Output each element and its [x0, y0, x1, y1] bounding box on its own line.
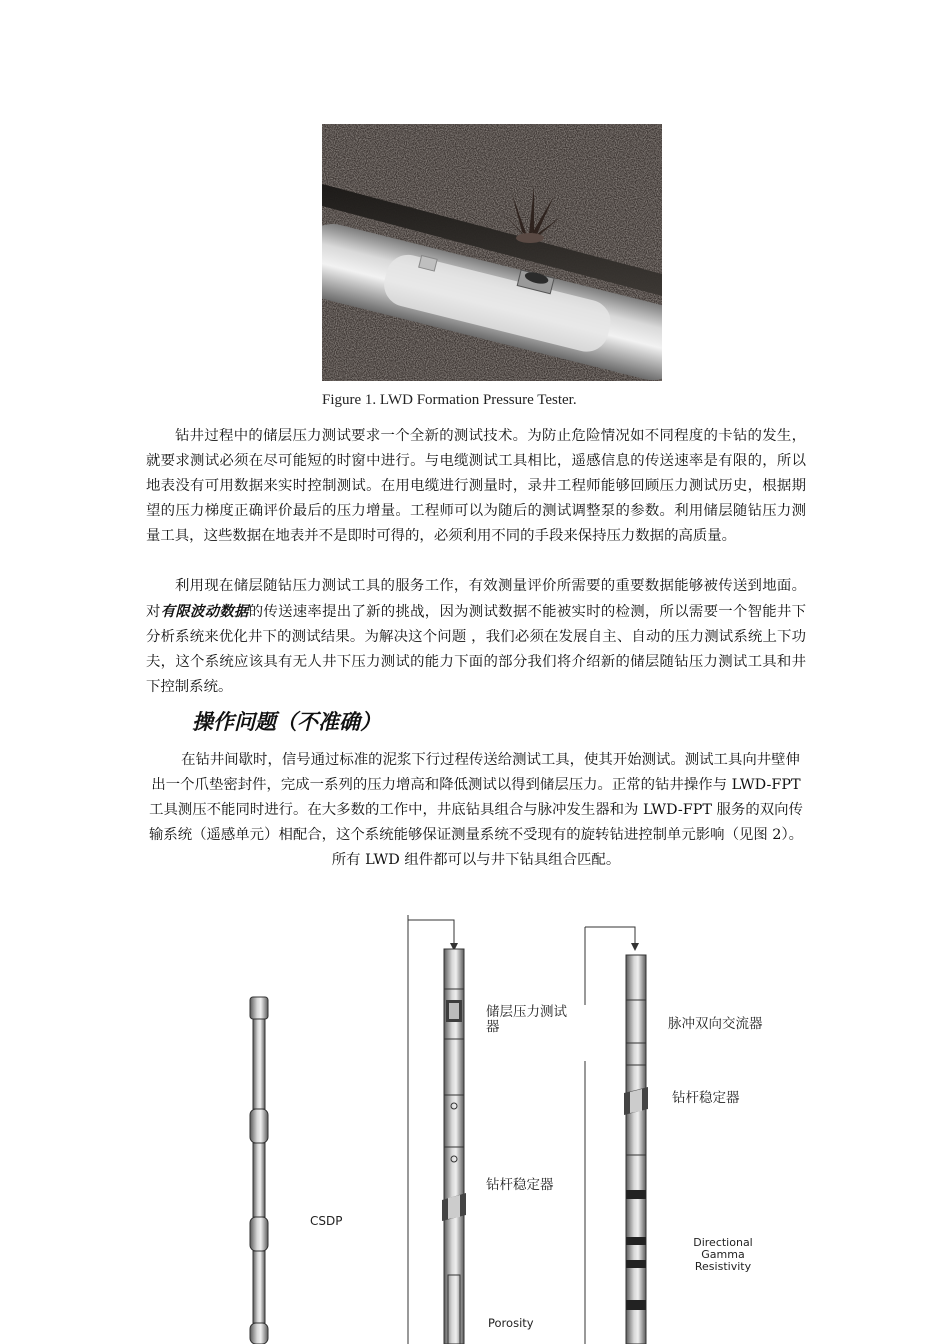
right-tool-string — [624, 955, 648, 1344]
paragraph-2-text-b: 的传送速率提出了新的挑战，因为测试数据不能被实时的检测，所以需要一个智能井下分析系统来优化井下的测试结果。为解决这个问题 ，我们必须在发展自主、自动的压力测试系统上下功夫，这个系统应该具有无人井下压力测试的能力下面的部分我们将介绍新的储层随钻压力测试工具和井下控制系统。 — [146, 604, 806, 695]
csdp-pipe — [250, 997, 268, 1344]
section-heading: 操作问题（不准确） — [192, 709, 381, 734]
figure1-image — [322, 124, 662, 381]
label-stabilizer-1: 钻杆稳定器 — [486, 1177, 554, 1193]
figure2-diagram — [220, 915, 840, 1344]
figure1-caption: Figure 1. LWD Formation Pressure Tester. — [322, 392, 577, 408]
paragraph-2-text-a: 利用现在储层随钻压力测试工具的服务工作，有效测量评价所需要的重要数据能够被传送到地面。对 — [146, 578, 806, 620]
label-porosity: Porosity — [488, 1316, 534, 1330]
paragraph-1: 钻井过程中的储层压力测试要求一个全新的测试技术。为防止危险情况如不同程度的卡钻的发生，就要求测试必须在尽可能短的时窗中进行。与电缆测试工具相比，遥感信息的传送速率是有限的，所以地表没有可用数据来实时控制测试。在用电缆进行测量时，录井工程师能够回顾压力测试历史，根据期望的压力梯度正确评价最后的压力增量。工程师可以为随后的测试调整泵的参数。利用储层随钻压力测量工具，这些数据在地表并不是即时可得的，必须利用不同的手段来保持压力数据的高质量。 — [146, 428, 806, 544]
middle-tool-string — [442, 949, 466, 1344]
label-fpt-line1: 储层压力测试 — [486, 1004, 567, 1020]
label-csdp: CSDP — [310, 1214, 343, 1228]
label-dgr-line1: Directional — [693, 1236, 753, 1249]
label-dgr-line2: Gamma — [701, 1248, 745, 1261]
label-pulser: 脉冲双向交流器 — [668, 1016, 763, 1032]
paragraph-2-emphasis: 有限波动数据 — [160, 603, 249, 620]
label-fpt-line2: 器 — [486, 1019, 500, 1035]
label-dgr-line3: Resistivity — [694, 1260, 752, 1273]
paragraph-2 — [146, 574, 806, 700]
label-stabilizer-2: 钻杆稳定器 — [672, 1090, 740, 1106]
paragraph-3: 在钻井间歇时，信号通过标准的泥浆下行过程传送给测试工具，使其开始测试。测试工具向井壁伸出一个爪垫密封件，完成一系列的压力增高和降低测试以得到储层压力。正常的钻井操作与 LWD-FPT 工具测压不能同时进行。在大多数的工作中，井底钻具组合与脉冲发生器和为 LWD-FPT 服务的双向传输系统（遥感单元）相配合，这个系统能够保证测量系统不受现有的旋转钻进控制单元影响（见图 2）。所有 LWD 组件都可以与井下钻具组合匹配。 — [148, 752, 804, 868]
